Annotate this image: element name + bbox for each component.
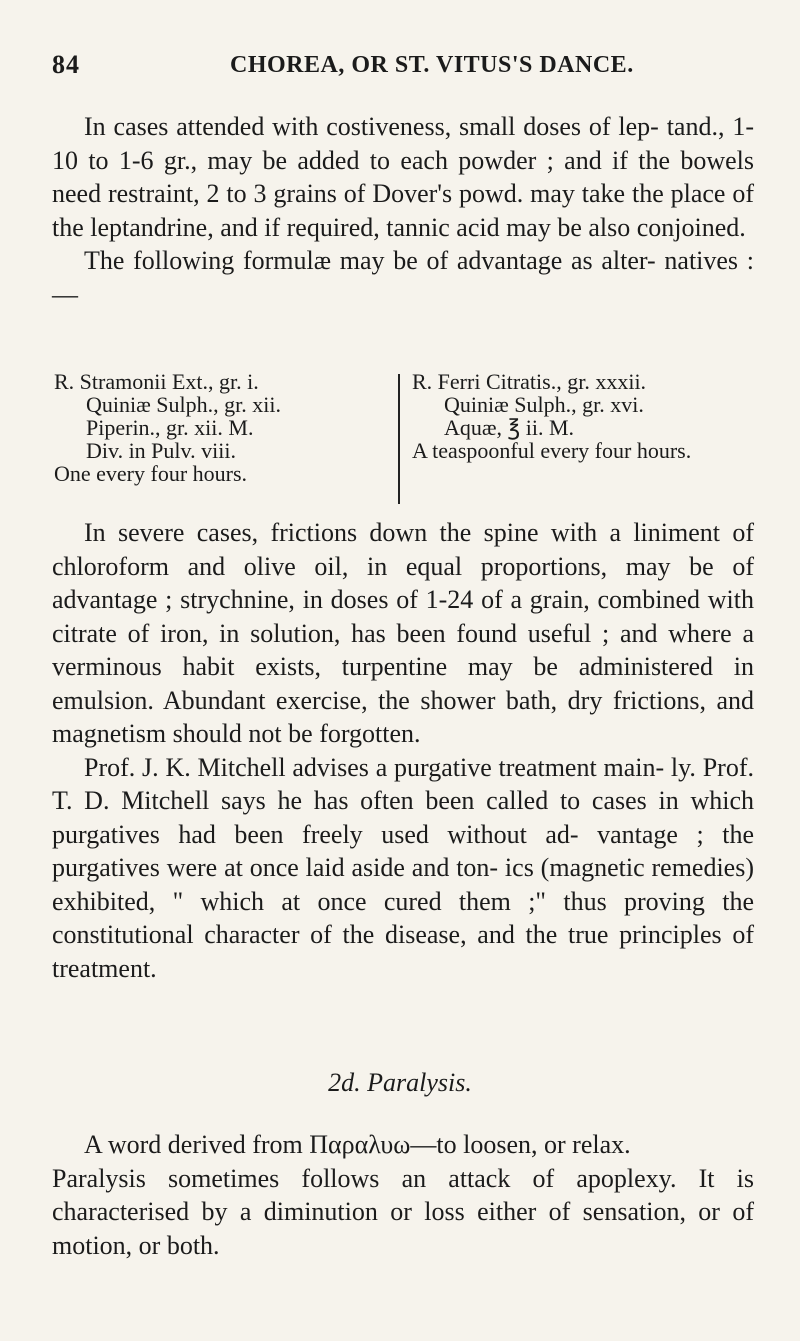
formula-right — [412, 370, 757, 462]
section-heading: 2d. Paralysis. — [328, 1068, 472, 1097]
formula-right-line: Quiniæ Sulph., gr. xvi. — [444, 392, 644, 417]
paragraph-etymology: A word derived from Παραλυω—to loosen, or relax. — [84, 1130, 631, 1159]
formula-right-line: R. Ferri Citratis., gr. xxxii. — [412, 369, 647, 394]
formula-left-line: One every four hours. — [54, 461, 248, 486]
paragraph-costiveness: In cases attended with costiveness, small doses of lep- tand., 1-10 to 1-6 gr., may be added to each powder ; and if the bowels need restraint, 2 to 3 grains of Dover's powd. may take the place of the leptandrine, and if required, tannic acid may be also conjoined. — [52, 112, 754, 242]
intro-paragraphs — [52, 110, 754, 311]
page-header — [52, 50, 752, 90]
column-divider — [398, 374, 400, 504]
paragraph-formulae-intro: The following formulæ may be of advantage as alter- natives :— — [52, 246, 754, 309]
formula-left-line: Quiniæ Sulph., gr. xii. — [86, 392, 281, 417]
paragraph-severe-cases: In severe cases, frictions down the spine with a liniment of chloroform and olive oil, in equal proportions, may be of advantage ; strychnine, in doses of 1-24 of a grain, combined with citrate of iron, in solution, has been found useful ; and where a verminous habit exists, turpentine may be administered in emulsion. Abundant exercise, the shower bath, dry frictions, and magnetism should not be forgotten. — [52, 518, 754, 748]
formula-left-line: R. Stramonii Ext., gr. i. — [54, 369, 259, 394]
running-title: CHOREA, OR ST. VITUS'S DANCE. — [230, 52, 634, 78]
treatment-paragraphs — [52, 516, 754, 985]
formula-left-line: Piperin., gr. xii. M. — [86, 415, 254, 440]
formula-block — [54, 370, 754, 510]
formula-right-line: A teaspoonful every four hours. — [412, 438, 692, 463]
paragraph-mitchell: Prof. J. K. Mitchell advises a purgative treatment main- ly. Prof. T. D. Mitchell says he has often been called to cases in which purgatives had been freely used without ad- vantage ; the purgatives were at once laid aside and ton- ics (magnetic remedies) exhibited, " which at once cured them ;" thus proving the constitutional character of the disease, and the true principles of treatment. — [52, 752, 754, 983]
formula-right-line: Aquæ, ℥ ii. M. — [444, 415, 575, 440]
formula-left — [54, 370, 394, 485]
paragraph-paralysis: Paralysis sometimes follows an attack of apoplexy. It is characterised by a diminution or loss either of sensation, or of motion, or both. — [52, 1163, 754, 1260]
paralysis-paragraphs — [52, 1128, 754, 1262]
page-number: 84 — [52, 50, 80, 79]
formula-left-line: Div. in Pulv. viii. — [86, 438, 236, 463]
